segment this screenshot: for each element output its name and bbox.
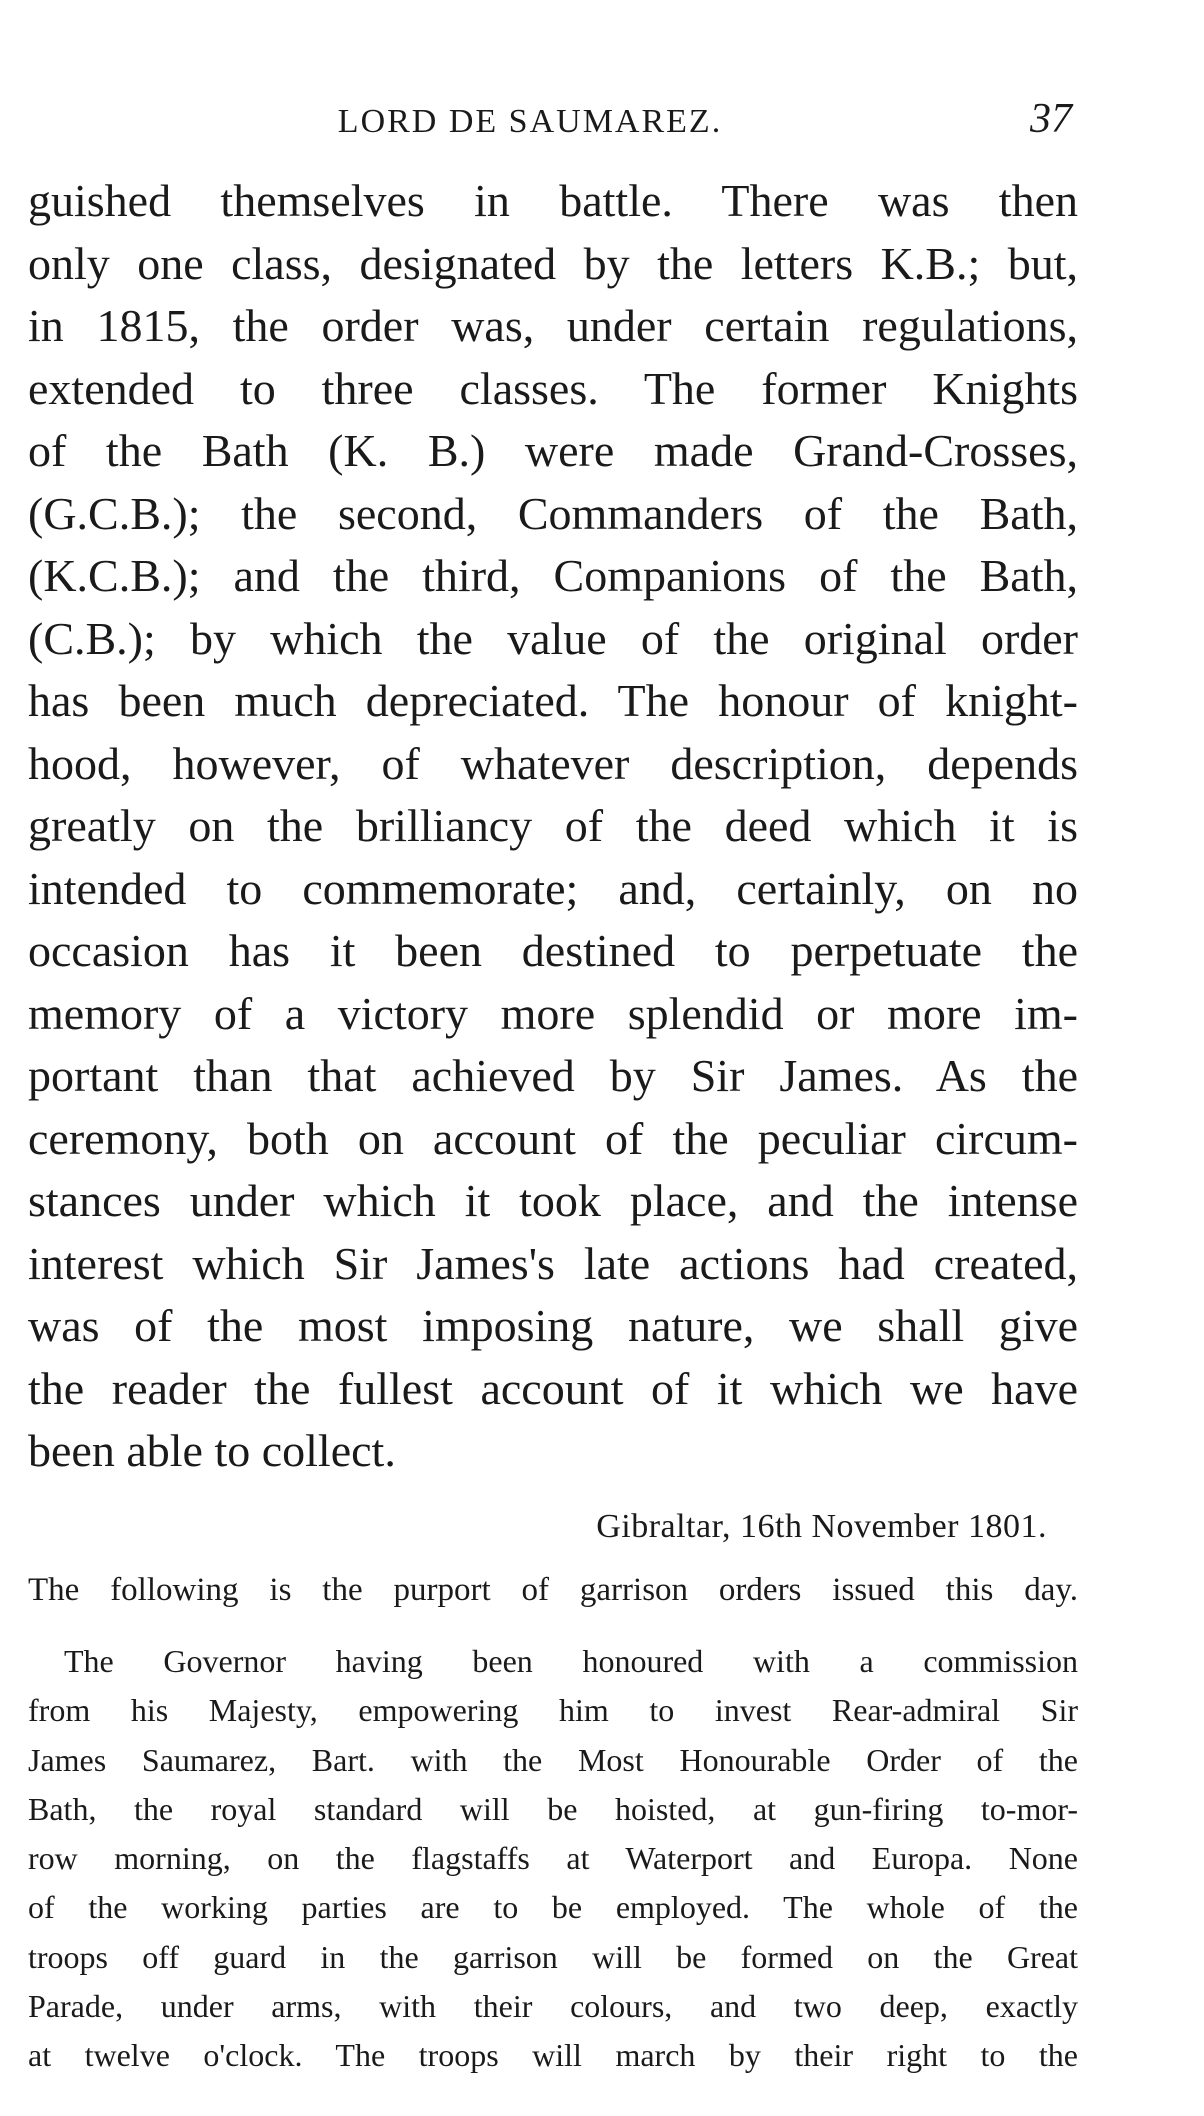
main-paragraph	[28, 170, 1078, 1483]
text-line: has been much depreciated. The honour of knight-	[28, 675, 1078, 726]
quoted-line: Bath, the royal standard will be hoisted, at gun-firing to-mor-	[28, 1790, 1078, 1827]
text-line: portant than that achieved by Sir James. As the	[28, 1050, 1078, 1101]
text-line: (K.C.B.); and the third, Companions of the Bath,	[28, 550, 1078, 601]
text-line: was of the most imposing nature, we shall give	[28, 1300, 1078, 1351]
text-line: in 1815, the order was, under certain regulations,	[28, 300, 1078, 351]
quoted-line: James Saumarez, Bart. with the Most Honourable Order of the	[28, 1741, 1078, 1778]
quoted-line: row morning, on the flagstaffs at Waterport and Europa. None	[28, 1840, 1078, 1877]
text-line: ceremony, both on account of the peculiar circum-	[28, 1112, 1078, 1164]
text-line: stances under which it took place, and the intense	[28, 1175, 1078, 1226]
dateline: Gibraltar, 16th November 1801.	[596, 1508, 1047, 1545]
intro-line: The following is the purport of garrison orders issued this day.	[28, 1572, 1078, 1608]
text-line: guished themselves in battle. There was then	[28, 175, 1078, 226]
quoted-line: Parade, under arms, with their colours, and two deep, exactly	[28, 1988, 1078, 2025]
text-line: interest which Sir James's late actions had created,	[28, 1237, 1078, 1289]
text-line: occasion has it been destined to perpetuate the	[28, 925, 1078, 976]
text-line: of the Bath (K. B.) were made Grand-Crosses,	[28, 425, 1078, 476]
text-line: greatly on the brilliancy of the deed which it is	[28, 800, 1078, 851]
page-header	[0, 95, 1204, 145]
text-line: only one class, designated by the letters K.B.; but,	[28, 237, 1078, 289]
text-line: the reader the fullest account of it which we have	[28, 1362, 1078, 1414]
text-line: extended to three classes. The former Knights	[28, 362, 1078, 414]
running-title: LORD DE SAUMAREZ.	[337, 103, 723, 140]
text-line: been able to collect.	[28, 1425, 396, 1476]
page-number: 37	[1030, 96, 1072, 142]
quoted-line: The Governor having been honoured with a commission	[64, 1643, 1078, 1679]
quoted-line: from his Majesty, empowering him to invest Rear-admiral Sir	[28, 1692, 1078, 1729]
text-line: (G.C.B.); the second, Commanders of the Bath,	[28, 487, 1078, 539]
text-line: (C.B.); by which the value of the original order	[28, 612, 1078, 664]
quoted-line: at twelve o'clock. The troops will march by their right to the	[28, 2037, 1078, 2074]
quoted-line: troops off guard in the garrison will be formed on the Great	[28, 1938, 1078, 1975]
text-line: intended to commemorate; and, certainly, on no	[28, 862, 1078, 914]
quoted-line: of the working parties are to be employed. The whole of the	[28, 1889, 1078, 1926]
text-line: memory of a victory more splendid or more im-	[28, 987, 1078, 1039]
garrison-orders-extract	[28, 1637, 1078, 2081]
text-line: hood, however, of whatever description, depends	[28, 737, 1078, 789]
